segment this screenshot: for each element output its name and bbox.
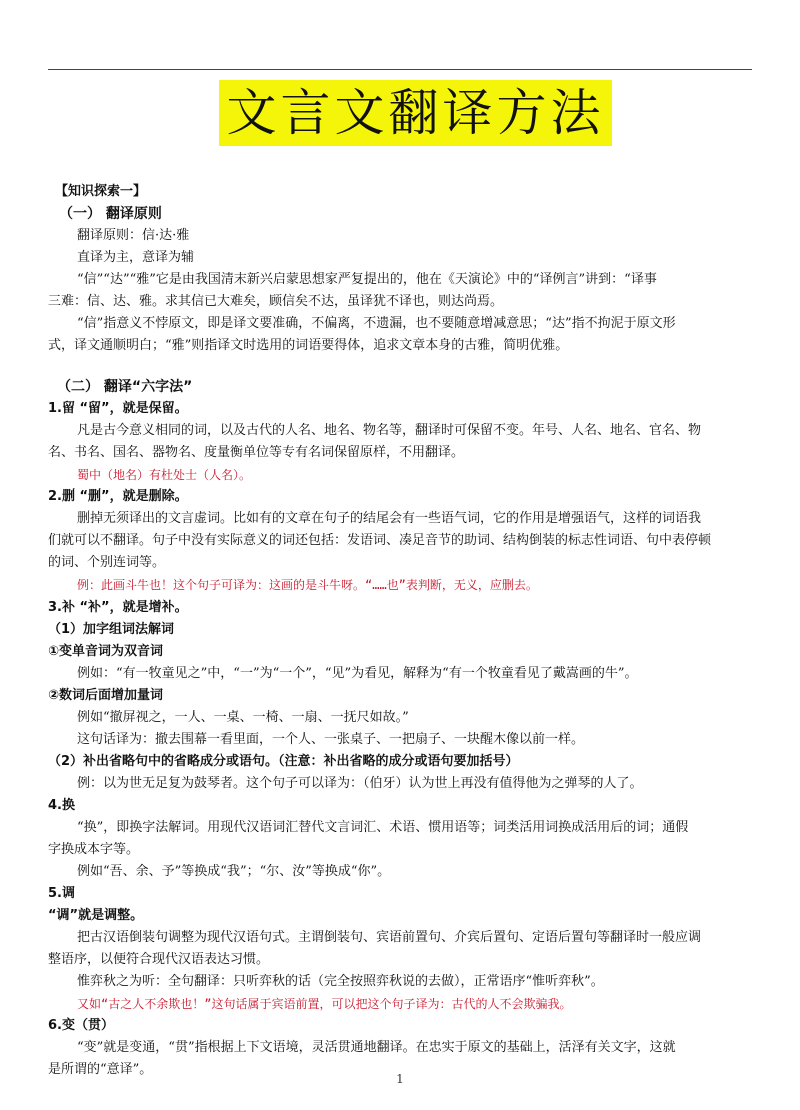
example-text: 又如“古之人不余欺也！”这句话属于宾语前置，可以把这个句子译为：古代的人不会欺骗我。: [77, 997, 572, 1011]
body-text: 是所谓的“意译”。: [48, 1062, 153, 1077]
body-text: 例如：“有一牧童见之”中，“一”为“一个”，“见”为看见，解释为“有一个牧童看见了戴嵩画的牛”。: [77, 666, 638, 681]
page-title: 文言文翻译方法: [219, 80, 612, 146]
method-heading: 3.补 “补”，就是增补。: [48, 600, 188, 615]
body-text: 惟弈秋之为听：全句翻译：只听弈秋的话（完全按照弈秋说的去做），正常语序“惟听弈秋”。: [77, 974, 604, 989]
body-text: 的词、个别连词等。: [48, 555, 166, 570]
body-text: 凡是古今意义相同的词，以及古代的人名、地名、物名等，翻译时可保留不变。年号、人名、地名、官名、物: [77, 423, 702, 438]
method-heading: 6.变（贯）: [48, 1018, 114, 1033]
body-text: 整语序，以便符合现代汉语表达习惯。: [48, 952, 270, 967]
body-text: 翻译原则：信·达·雅: [77, 228, 190, 243]
method-heading: 5.调: [48, 886, 75, 901]
method-heading: 1.留 “留”，就是保留。: [48, 401, 188, 416]
section-heading: 【知识探索一】: [55, 184, 147, 199]
body-text: 直译为主，意译为辅: [77, 250, 195, 265]
subsection-heading: （一） 翻译原则: [59, 206, 162, 222]
body-text: 名、书名、国名、器物名、度量衡单位等专有名词保留原样，不用翻译。: [48, 445, 465, 460]
sub-heading: （2）补出省略句中的省略成分或语句。（注意：补出省略的成分或语句要加括号）: [48, 754, 519, 769]
sub-heading: ②数词后面增加量词: [48, 688, 164, 703]
method-heading: 4.换: [48, 798, 75, 813]
sub-heading: （1）加字组词法解词: [48, 622, 175, 637]
sub-heading: “调”就是调整。: [48, 908, 144, 923]
sub-heading: ①变单音词为双音词: [48, 644, 164, 659]
page-number: 1: [396, 1072, 404, 1086]
body-text: 例：以为世无足复为鼓琴者。这个句子可以译为：（伯牙）认为世上再没有值得他为之弹琴的人了。: [77, 776, 643, 791]
body-text: “变”就是变通，“贯”指根据上下文语境，灵活贯通地翻译。在忠实于原文的基础上，活泽有关文字，这就: [77, 1040, 676, 1055]
subsection-heading: （二） 翻译“六字法”: [57, 379, 193, 395]
body-text: “信”指意义不悖原文，即是译文要准确，不偏离，不遗漏，也不要随意增减意思；“达”指不拘泥于原文形: [77, 316, 676, 331]
body-text: 删掉无须译出的文言虚词。比如有的文章在句子的结尾会有一些语气词，它的作用是增强语气，这样的词语我: [77, 511, 702, 526]
body-text: 把古汉语倒装句调整为现代汉语句式。主谓倒装句、宾语前置句、介宾后置句、定语后置句等翻译时一般应调: [77, 930, 702, 945]
body-text: 三难：信、达、雅。求其信已大难矣，顾信矣不达，虽译犹不译也，则达尚焉。: [48, 294, 504, 309]
example-text: 例：此画斗牛也！这个句子可译为：这画的是斗牛呀。“……也”表判断，无义，应删去。: [77, 578, 538, 592]
body-text: 这句话译为：撤去围幕一看里面，一个人、一张桌子、一把扇子、一块醒木像以前一样。: [77, 732, 585, 747]
body-text: 字换成本字等。: [48, 842, 140, 857]
body-text: 例如“吾、余、予”等换成“我”；“尔、汝”等换成“你”。: [77, 864, 391, 879]
body-text: 式，译文通顺明白；“雅”则指译文时选用的词语要得体，追求文章本身的古雅，简明优雅。: [48, 338, 569, 353]
body-text: “信”“达”“雅”它是由我国清末新兴启蒙思想家严复提出的，他在《天演论》中的“译例言”讲到：“译事: [77, 272, 657, 287]
method-heading: 2.删 “删”，就是删除。: [48, 489, 188, 504]
body-text: “换”，即换字法解词。用现代汉语词汇替代文言词汇、术语、惯用语等；词类活用词换成活用后的词；通假: [77, 820, 689, 835]
body-text: 们就可以不翻译。句子中没有实际意义的词还包括：发语词、凑足音节的助词、结构倒装的标志性词语、句中表停顿: [48, 533, 712, 548]
example-text: 蜀中（地名）有杜处士（人名）。: [77, 468, 252, 482]
body-text: 例如“撤屏视之，一人、一桌、一椅、一扇、一抚尺如故。”: [77, 710, 409, 725]
